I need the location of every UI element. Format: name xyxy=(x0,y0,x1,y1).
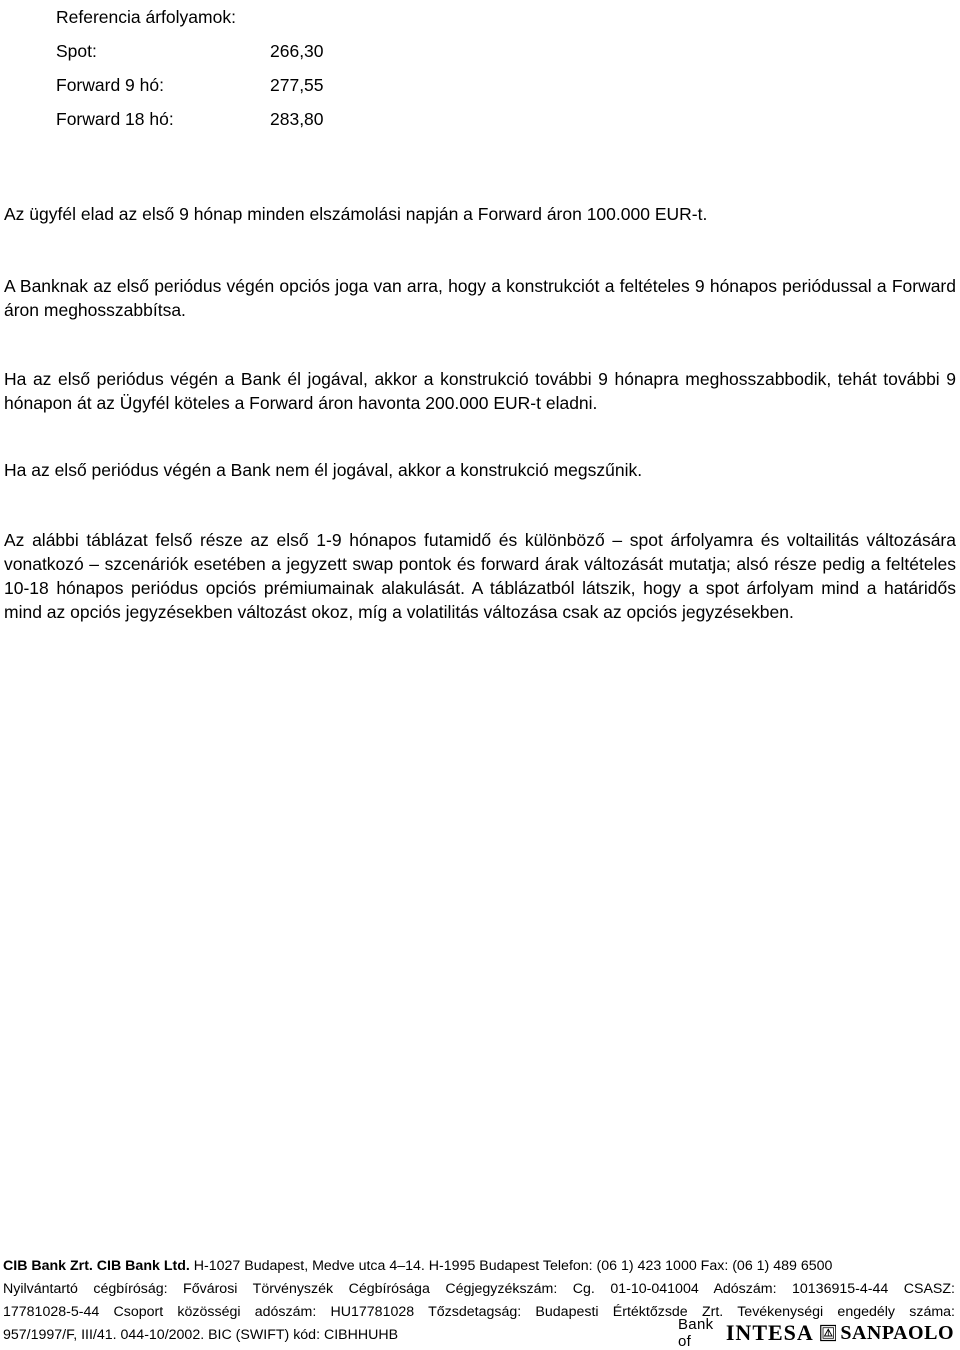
rate-value: 283,80 xyxy=(270,109,324,129)
rate-label: Forward 9 hó: xyxy=(56,75,164,95)
rate-label: Forward 18 hó: xyxy=(56,109,174,129)
logo-bank-of: Bank of xyxy=(678,1316,714,1350)
rate-row-forward-18 xyxy=(56,102,356,136)
rate-label: Spot: xyxy=(56,41,97,61)
paragraph-bank-option: A Banknak az első periódus végén opciós joga van arra, hogy a konstrukciót a feltételes 9 hónapos periódussal a Forward áron meghosszabbítsa. xyxy=(4,276,956,320)
paragraph-table-description: Az alábbi táblázat felső része az első 1-9 hónapos futamidő és különböző – spot árfolyamra és voltailitás változására vonatkozó – szcenáriók esetében a jegyzett swap pontok és forward árak változását mutatja; alsó része pedig a feltételes 10-18 hónapos periódus opciós prémiumainak alakulását. A táblázatból látszik, hogy a spot árfolyam mind a határidős mind az opciós jegyzésekben változást okoz, míg a volatilitás változása csak az opciós jegyzésekben. xyxy=(4,530,956,622)
footer-line-2: Nyilvántartó cégbíróság: Fővárosi Törvényszék Cégbírósága Cégjegyzékszám: Cg. 01-10-041004 Adószám: 10136915-4-44 CSASZ: xyxy=(3,1281,955,1297)
rate-row-forward-9 xyxy=(56,68,356,102)
sanpaolo-seal-icon xyxy=(820,1322,837,1344)
footer-company-name: CIB Bank Zrt. CIB Bank Ltd. xyxy=(3,1258,190,1274)
reference-rates-title: Referencia árfolyamok: xyxy=(56,7,236,27)
footer-line-3: 17781028-5-44 Csoport közösségi adószám: HU17781028 Tőzsdetagság: Budapesti Értéktőzsde Zrt. Tevékenységi engedély száma: xyxy=(3,1304,955,1320)
logo-sanpaolo: SANPAOLO xyxy=(840,1321,954,1344)
paragraph-option-not-exercised: Ha az első periódus végén a Bank nem él jogával, akkor a konstrukció megszűnik. xyxy=(4,460,643,480)
rate-value: 277,55 xyxy=(270,75,324,95)
paragraph-option-exercised: Ha az első periódus végén a Bank él jogával, akkor a konstrukció további 9 hónapra meghosszabbodik, tehát további 9 hónapon át az Ügyfél köteles a Forward áron havonta 200.000 EUR-t eladni. xyxy=(4,369,956,413)
reference-rates xyxy=(56,0,356,136)
bank-logo xyxy=(678,1316,954,1350)
paragraph-client-sells: Az ügyfél elad az első 9 hónap minden elszámolási napján a Forward áron 100.000 EUR-t. xyxy=(4,204,708,224)
rate-row-spot xyxy=(56,34,356,68)
rate-value: 266,30 xyxy=(270,41,324,61)
logo-intesa: INTESA xyxy=(725,1320,814,1345)
footer-line-4: 957/1997/F, III/41. 044-10/2002. BIC (SWIFT) kód: CIBHHUHB xyxy=(3,1327,399,1343)
footer-line-1 xyxy=(3,1255,955,1278)
footer-address: H-1027 Budapest, Medve utca 4–14. H-1995 Budapest Telefon: (06 1) 423 1000 Fax: (06 1) 489 6500 xyxy=(189,1258,833,1274)
